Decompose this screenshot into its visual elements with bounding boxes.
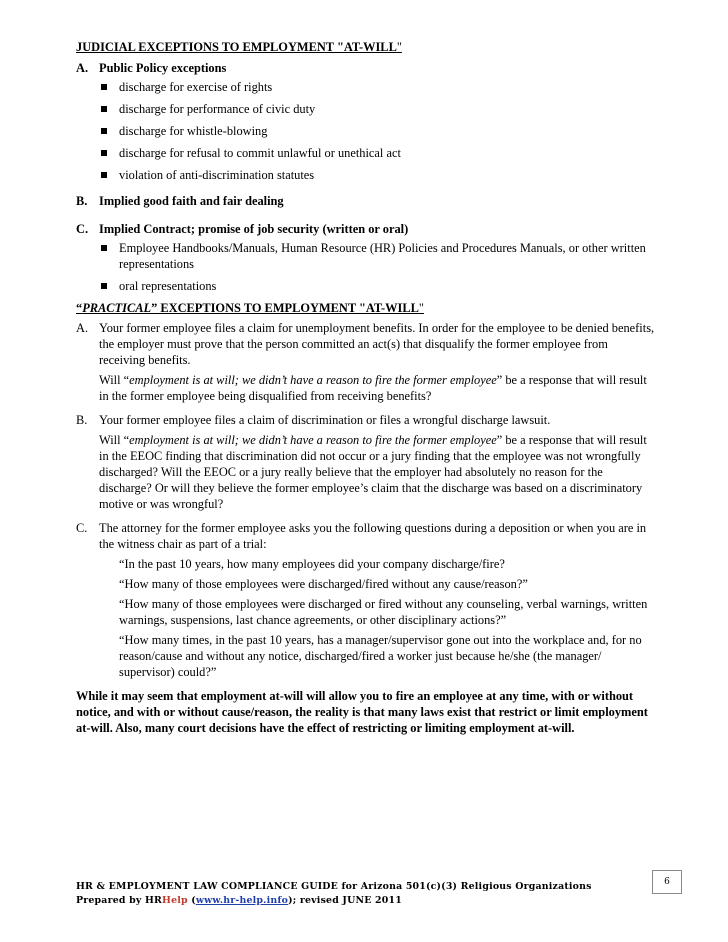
list-item-text: violation of anti-discrimination statutes: [119, 168, 315, 182]
question-item: “How many of those employees were discharged or fired without any counseling, verbal warnings, written warnings, suspensions, last chance agreements, or other disciplinary actions?”: [119, 597, 648, 627]
practical-heading-quote: “: [76, 301, 83, 315]
footer-help-brand: Help: [162, 895, 188, 906]
section-letter: C.: [76, 222, 89, 236]
list-item: [99, 240, 656, 272]
will-pre: Will “: [99, 373, 130, 387]
square-bullet-icon: [101, 283, 107, 289]
list-item: [99, 79, 656, 95]
section-letter: A.: [76, 61, 89, 75]
practical-c-deposition: [76, 520, 656, 684]
list-item: [99, 145, 656, 161]
list-item: [99, 123, 656, 139]
square-bullet-icon: [101, 172, 107, 178]
section-a-public-policy: [76, 60, 656, 76]
judicial-exceptions-heading: [76, 39, 656, 55]
practical-exceptions-heading: [76, 300, 656, 316]
paragraph-will-question: [99, 432, 656, 512]
list-item-text: oral representations: [119, 279, 217, 293]
square-bullet-icon: [101, 106, 107, 112]
section-title: Public Policy exceptions: [99, 61, 227, 75]
question-item: “How many times, in the past 10 years, has a manager/supervisor gone out into the workplace and, for no reason/cause and without any notice, discharged/fired a worker just because he/she (the manager/ supervisor) could?”: [119, 633, 642, 679]
page-number: 6: [652, 870, 682, 894]
section-b-good-faith: [76, 193, 656, 209]
section-c-implied-contract: [76, 221, 656, 237]
footer-title: HR & EMPLOYMENT LAW COMPLIANCE GUIDE for Arizona 501(c)(3) Religious Organizations: [76, 881, 592, 892]
judicial-heading-text: JUDICIAL EXCEPTIONS TO EMPLOYMENT "AT-WILL: [76, 40, 397, 54]
paragraph-will-question: [99, 372, 656, 404]
list-item: [99, 278, 656, 294]
paragraph-text: The attorney for the former employee asks you the following questions during a deposition or when you are in the witness chair as part of a trial:: [99, 521, 647, 551]
practical-b-discrimination: [76, 412, 656, 516]
footer-website-link[interactable]: www.hr-help.info: [195, 895, 289, 906]
paragraph-letter: A.: [76, 321, 89, 335]
list-item-text: discharge for exercise of rights: [119, 80, 273, 94]
section-letter: B.: [76, 194, 88, 208]
square-bullet-icon: [101, 128, 107, 134]
public-policy-list: [76, 79, 656, 183]
list-item-text: discharge for refusal to commit unlawful or unethical act: [119, 146, 401, 160]
footer-paren-open: (: [187, 895, 196, 906]
question-item: “In the past 10 years, how many employees did your company discharge/fire?: [119, 557, 505, 571]
judicial-heading-end: ": [396, 40, 402, 54]
list-item-text: discharge for performance of civic duty: [119, 102, 316, 116]
footer-revised-text: ); revised JUNE 2011: [288, 895, 402, 906]
list-item: [99, 167, 656, 183]
footer-prepared-by: [76, 894, 676, 908]
section-title: Implied good faith and fair dealing: [99, 194, 284, 208]
will-post: ” be a response that will result in the EEOC finding that discrimination did not occur or a jury finding that the employee was not wrongfully discharged? Will the EEOC or a jury really believe that the employer had absolutely no reason for the discharge? Or will they believe the former employee’s claim that the discharge was based on a discriminatory motive or was wrongful?: [99, 433, 647, 511]
will-italic: employment is at will; we didn’t have a reason to fire the former employee: [129, 433, 497, 447]
document-body: [76, 39, 656, 748]
list-item: [99, 101, 656, 117]
practical-heading-end: ": [418, 301, 424, 315]
practical-a-unemployment: [76, 320, 656, 408]
deposition-questions: [119, 556, 656, 680]
square-bullet-icon: [101, 84, 107, 90]
footer: [76, 880, 676, 908]
closing-paragraph: While it may seem that employment at-will will allow you to fire an employee at any time, with or without notice, and with or without cause/reason, the reality is that many laws exist that restrict or limit employment at-will. Also, many court decisions have the effect of restricting or limiting employment at-will.: [76, 689, 648, 735]
section-title: Implied Contract; promise of job security (written or oral): [99, 222, 409, 236]
square-bullet-icon: [101, 245, 107, 251]
question-item: “How many of those employees were discharged/fired without any cause/reason?”: [119, 577, 528, 591]
paragraph-text: Your former employee files a claim for unemployment benefits. In order for the employee to be denied benefits, the employer must prove that the person committed an act(s) that disqualify the former employee from receiving benefits.: [99, 321, 655, 367]
will-post: ” be a response that will result in the former employee being disqualified from receiving benefits?: [99, 373, 647, 403]
list-item-text: Employee Handbooks/Manuals, Human Resource (HR) Policies and Procedures Manuals, or other written representations: [119, 241, 646, 271]
practical-heading-italic: PRACTICAL: [82, 301, 152, 315]
practical-heading-text: ” EXCEPTIONS TO EMPLOYMENT "AT-WILL: [151, 301, 419, 315]
will-pre: Will “: [99, 433, 130, 447]
paragraph-text: Your former employee files a claim of discrimination or files a wrongful discharge lawsuit.: [99, 413, 551, 427]
will-italic: employment is at will; we didn’t have a reason to fire the former employee: [129, 373, 497, 387]
footer-prepared-text: Prepared by HR: [76, 895, 163, 906]
paragraph-letter: C.: [76, 521, 88, 535]
implied-contract-list: [76, 240, 656, 294]
paragraph-letter: B.: [76, 413, 88, 427]
square-bullet-icon: [101, 150, 107, 156]
list-item-text: discharge for whistle-blowing: [119, 124, 268, 138]
